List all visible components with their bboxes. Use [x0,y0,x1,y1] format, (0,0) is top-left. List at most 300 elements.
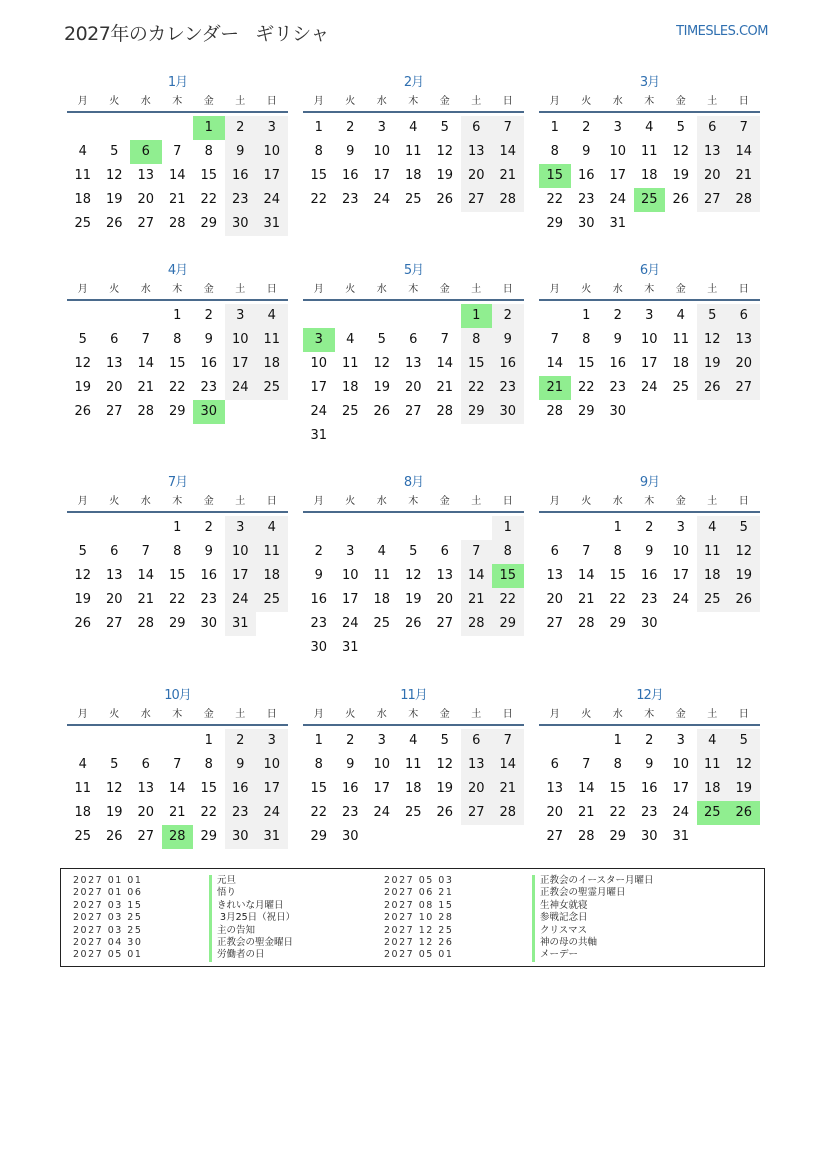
weekday-header [67,94,288,113]
day-cell: 16 [577,168,595,183]
weekday-label: 火 [109,284,120,295]
weekday-label: 土 [471,709,482,720]
day-cell: 4 [409,120,418,135]
day-cell: 28 [728,188,760,212]
day-cell: 30 [310,640,328,655]
day-cell: 20 [697,164,729,188]
day-cell: 11 [672,332,690,347]
day-cell: 20 [546,592,564,607]
day-cell: 31 [310,428,328,443]
holiday-name: 3月25日（祝日） [209,912,295,924]
day-cell: 14 [728,140,760,164]
holiday-name: 労働者の日 [209,949,295,961]
day-cell: 9 [346,757,355,772]
weekday-label: 火 [109,96,120,107]
day-cell: 21 [577,592,595,607]
holiday-name: 参戦記念日 [532,912,654,924]
day-cell: 23 [225,188,257,212]
weekday-label: 土 [471,284,482,295]
day-cell: 14 [546,356,564,371]
weekday-label: 日 [738,96,749,107]
day-cell: 29 [200,829,218,844]
weekday-label: 土 [235,96,246,107]
weekday-label: 火 [581,496,592,507]
day-cell: 24 [640,380,658,395]
day-cell: 28 [436,404,454,419]
day-cell: 9 [314,568,323,583]
day-cell: 30 [609,404,627,419]
weekday-label: 火 [581,709,592,720]
day-cell: 14 [168,168,186,183]
month-name: 5月 [403,263,424,278]
day-cell: 15 [609,781,627,796]
day-cell: 25 [74,216,92,231]
day-grid [67,729,288,849]
day-cell: 11 [74,781,92,796]
month-1 [67,72,288,236]
empty-cell [366,304,398,328]
holiday-day: 15 [492,564,524,588]
holiday-legend [60,868,765,967]
day-grid [539,304,760,424]
day-cell: 24 [256,801,288,825]
weekday-label: 金 [675,496,686,507]
weekday-label: 日 [502,496,513,507]
day-cell: 28 [461,612,493,636]
day-cell: 7 [173,757,182,772]
empty-cell [99,116,131,140]
day-cell: 14 [461,564,493,588]
day-cell: 17 [640,356,658,371]
day-cell: 28 [577,829,595,844]
day-cell: 17 [373,168,391,183]
day-cell: 12 [728,753,760,777]
day-cell: 24 [373,192,391,207]
day-cell: 31 [609,216,627,231]
day-cell: 15 [310,781,328,796]
weekday-label: 水 [376,96,387,107]
weekday-label: 水 [140,96,151,107]
day-cell: 18 [74,192,92,207]
day-cell: 20 [404,380,422,395]
weekday-label: 月 [77,284,88,295]
weekday-label: 木 [408,284,419,295]
day-cell: 7 [173,144,182,159]
day-cell: 13 [546,781,564,796]
day-cell: 24 [341,616,359,631]
day-cell: 23 [492,376,524,400]
day-cell: 22 [310,192,328,207]
day-cell: 18 [256,564,288,588]
month-name: 3月 [639,75,660,90]
day-cell: 29 [609,829,627,844]
day-cell: 25 [74,829,92,844]
weekday-label: 金 [439,709,450,720]
day-cell: 11 [256,540,288,564]
day-cell: 15 [168,568,186,583]
day-cell: 26 [436,805,454,820]
day-cell: 16 [341,168,359,183]
day-cell: 5 [440,733,449,748]
weekday-label: 土 [707,284,718,295]
day-cell: 13 [404,356,422,371]
day-cell: 31 [256,212,288,236]
day-cell: 6 [110,332,119,347]
day-cell: 5 [409,544,418,559]
day-cell: 30 [200,616,218,631]
day-cell: 30 [577,216,595,231]
day-cell: 16 [609,356,627,371]
day-cell: 8 [613,544,622,559]
empty-cell [99,516,131,540]
holiday-name: 正教会のイースター月曜日 [532,875,654,887]
weekday-label: 月 [549,496,560,507]
holiday-day: 6 [130,140,162,164]
day-cell: 6 [550,757,559,772]
day-cell: 18 [640,168,658,183]
site-link[interactable]: TIMESLES.COM [676,24,768,39]
weekday-label: 日 [502,96,513,107]
day-cell: 20 [105,380,123,395]
day-cell: 28 [492,801,524,825]
day-cell: 16 [492,352,524,376]
day-cell: 19 [436,781,454,796]
day-cell: 3 [613,120,622,135]
day-cell: 30 [225,212,257,236]
day-cell: 14 [137,356,155,371]
weekday-label: 月 [313,709,324,720]
weekday-label: 土 [707,496,718,507]
day-cell: 8 [173,544,182,559]
holiday-day: 21 [539,376,571,400]
weekday-header [539,707,760,726]
day-cell: 5 [728,729,760,753]
weekday-label: 日 [738,496,749,507]
day-cell: 11 [697,753,729,777]
weekday-header [303,94,524,113]
empty-cell [130,729,162,753]
day-cell: 25 [697,588,729,612]
day-cell: 8 [314,757,323,772]
day-cell: 10 [310,356,328,371]
day-cell: 24 [310,404,328,419]
weekday-label: 水 [612,709,623,720]
weekday-label: 木 [644,496,655,507]
weekday-label: 木 [408,496,419,507]
holiday-day: 3 [303,328,335,352]
month-12 [539,685,760,849]
weekday-label: 水 [376,284,387,295]
day-cell: 26 [105,216,123,231]
day-cell: 13 [436,568,454,583]
weekday-label: 木 [644,284,655,295]
day-cell: 24 [373,805,391,820]
empty-cell [539,729,571,753]
day-cell: 18 [672,356,690,371]
day-cell: 13 [461,140,493,164]
day-cell: 11 [404,144,422,159]
day-cell: 27 [404,404,422,419]
day-cell: 16 [341,781,359,796]
weekday-label: 水 [140,496,151,507]
day-cell: 24 [256,188,288,212]
day-cell: 12 [672,144,690,159]
day-cell: 26 [728,588,760,612]
day-cell: 11 [74,168,92,183]
day-cell: 7 [141,544,150,559]
day-cell: 3 [676,733,685,748]
day-cell: 3 [645,308,654,323]
day-cell: 22 [609,592,627,607]
holiday-name: クリスマス [532,925,654,937]
empty-cell [99,304,131,328]
month-6 [539,260,760,424]
day-cell: 25 [404,805,422,820]
weekday-label: 水 [612,496,623,507]
day-cell: 2 [492,304,524,328]
weekday-label: 木 [172,709,183,720]
holiday-date: 2027 03 25 [73,912,143,924]
day-cell: 2 [204,308,213,323]
empty-cell [429,516,461,540]
day-cell: 3 [256,116,288,140]
day-cell: 28 [137,404,155,419]
day-cell: 27 [546,616,564,631]
month-8 [303,472,524,660]
empty-cell [429,304,461,328]
weekday-label: 土 [235,496,246,507]
day-cell: 17 [672,568,690,583]
day-cell: 8 [314,144,323,159]
day-cell: 5 [377,332,386,347]
day-cell: 20 [137,192,155,207]
day-cell: 5 [78,544,87,559]
month-11 [303,685,524,849]
weekday-label: 水 [612,96,623,107]
day-cell: 15 [461,352,493,376]
day-cell: 28 [577,616,595,631]
weekday-header [539,282,760,301]
day-cell: 14 [492,140,524,164]
day-cell: 2 [645,733,654,748]
holiday-name: 生神女就寝 [532,900,654,912]
day-cell: 19 [105,192,123,207]
day-cell: 29 [310,829,328,844]
day-cell: 23 [640,805,658,820]
day-cell: 29 [168,616,186,631]
day-cell: 26 [373,404,391,419]
holiday-date: 2027 05 01 [384,949,454,961]
day-cell: 12 [697,328,729,352]
day-cell: 4 [377,544,386,559]
day-cell: 4 [697,516,729,540]
empty-cell [398,304,430,328]
empty-cell [571,516,603,540]
day-cell: 10 [225,540,257,564]
holiday-day: 1 [461,304,493,328]
day-cell: 27 [728,376,760,400]
day-cell: 19 [74,380,92,395]
day-cell: 4 [78,757,87,772]
weekday-header [539,94,760,113]
holiday-date: 2027 12 25 [384,924,454,936]
day-cell: 7 [461,540,493,564]
weekday-label: 日 [266,496,277,507]
day-cell: 21 [577,805,595,820]
weekday-label: 日 [738,284,749,295]
day-cell: 27 [461,801,493,825]
month-name: 1月 [167,75,188,90]
day-cell: 15 [200,781,218,796]
holiday-date: 2027 12 26 [384,937,454,949]
weekday-label: 木 [408,96,419,107]
weekday-label: 火 [345,496,356,507]
day-cell: 17 [225,352,257,376]
day-cell: 23 [341,805,359,820]
weekday-label: 火 [345,96,356,107]
day-cell: 18 [404,781,422,796]
weekday-label: 火 [345,709,356,720]
day-cell: 26 [74,616,92,631]
day-cell: 22 [168,592,186,607]
day-cell: 11 [256,328,288,352]
empty-cell [67,116,99,140]
empty-cell [162,116,194,140]
day-cell: 12 [105,168,123,183]
day-cell: 8 [550,144,559,159]
day-cell: 27 [697,188,729,212]
empty-cell [303,516,335,540]
day-cell: 8 [204,144,213,159]
day-cell: 22 [461,376,493,400]
day-cell: 5 [697,304,729,328]
weekday-label: 土 [471,496,482,507]
holiday-day: 28 [162,825,194,849]
day-cell: 3 [225,304,257,328]
holiday-day: 26 [728,801,760,825]
day-grid [67,304,288,424]
day-cell: 8 [461,328,493,352]
day-cell: 31 [256,825,288,849]
day-cell: 18 [697,777,729,801]
day-cell: 9 [645,544,654,559]
legend-right-dates [384,875,453,962]
month-7 [67,472,288,636]
month-3 [539,72,760,236]
day-cell: 2 [314,544,323,559]
day-cell: 9 [204,544,213,559]
day-cell: 10 [341,568,359,583]
weekday-label: 金 [439,284,450,295]
day-cell: 22 [200,805,218,820]
day-cell: 23 [200,380,218,395]
day-grid [539,116,760,236]
month-name: 10月 [164,688,191,703]
day-cell: 27 [105,616,123,631]
holiday-date: 2027 08 15 [384,899,454,911]
day-cell: 2 [204,520,213,535]
empty-cell [335,304,367,328]
empty-cell [130,304,162,328]
holiday-date: 2027 03 15 [73,899,143,911]
day-cell: 23 [609,380,627,395]
month-9 [539,472,760,636]
day-cell: 19 [436,168,454,183]
weekday-label: 金 [675,284,686,295]
day-cell: 7 [492,729,524,753]
day-cell: 22 [310,805,328,820]
day-cell: 16 [200,568,218,583]
day-cell: 10 [672,757,690,772]
day-cell: 1 [613,733,622,748]
day-cell: 31 [341,640,359,655]
empty-cell [539,516,571,540]
weekday-label: 月 [549,709,560,720]
month-5 [303,260,524,448]
day-cell: 27 [436,616,454,631]
day-cell: 6 [141,757,150,772]
weekday-label: 土 [707,709,718,720]
empty-cell [162,729,194,753]
day-cell: 31 [672,829,690,844]
day-cell: 29 [609,616,627,631]
day-grid [67,516,288,636]
day-cell: 19 [728,777,760,801]
day-cell: 4 [697,729,729,753]
holiday-date: 2027 06 21 [384,887,454,899]
weekday-label: 水 [376,709,387,720]
day-cell: 13 [137,781,155,796]
day-cell: 18 [697,564,729,588]
day-cell: 26 [404,616,422,631]
empty-cell [130,116,162,140]
month-2 [303,72,524,212]
holiday-day: 15 [539,164,571,188]
day-cell: 2 [225,116,257,140]
day-cell: 23 [640,592,658,607]
day-cell: 25 [373,616,391,631]
weekday-label: 月 [549,96,560,107]
day-cell: 10 [225,328,257,352]
day-cell: 20 [461,777,493,801]
holiday-name: メーデー [532,949,654,961]
day-cell: 2 [346,733,355,748]
day-cell: 14 [492,753,524,777]
legend-right-names [532,875,654,962]
day-cell: 22 [168,380,186,395]
day-cell: 3 [256,729,288,753]
day-cell: 17 [341,592,359,607]
day-cell: 23 [310,616,328,631]
holiday-day: 1 [193,116,225,140]
day-cell: 13 [728,328,760,352]
day-cell: 10 [373,144,391,159]
day-grid [67,116,288,236]
day-cell: 14 [577,781,595,796]
day-cell: 19 [672,168,690,183]
day-cell: 6 [697,116,729,140]
day-cell: 24 [225,588,257,612]
weekday-header [67,494,288,513]
weekday-label: 日 [502,709,513,720]
day-cell: 5 [728,516,760,540]
weekday-header [303,282,524,301]
day-grid [303,116,524,212]
day-cell: 26 [672,192,690,207]
weekday-label: 火 [581,96,592,107]
holiday-date: 2027 01 06 [73,887,143,899]
holiday-name: 正教会の聖金曜日 [209,937,295,949]
